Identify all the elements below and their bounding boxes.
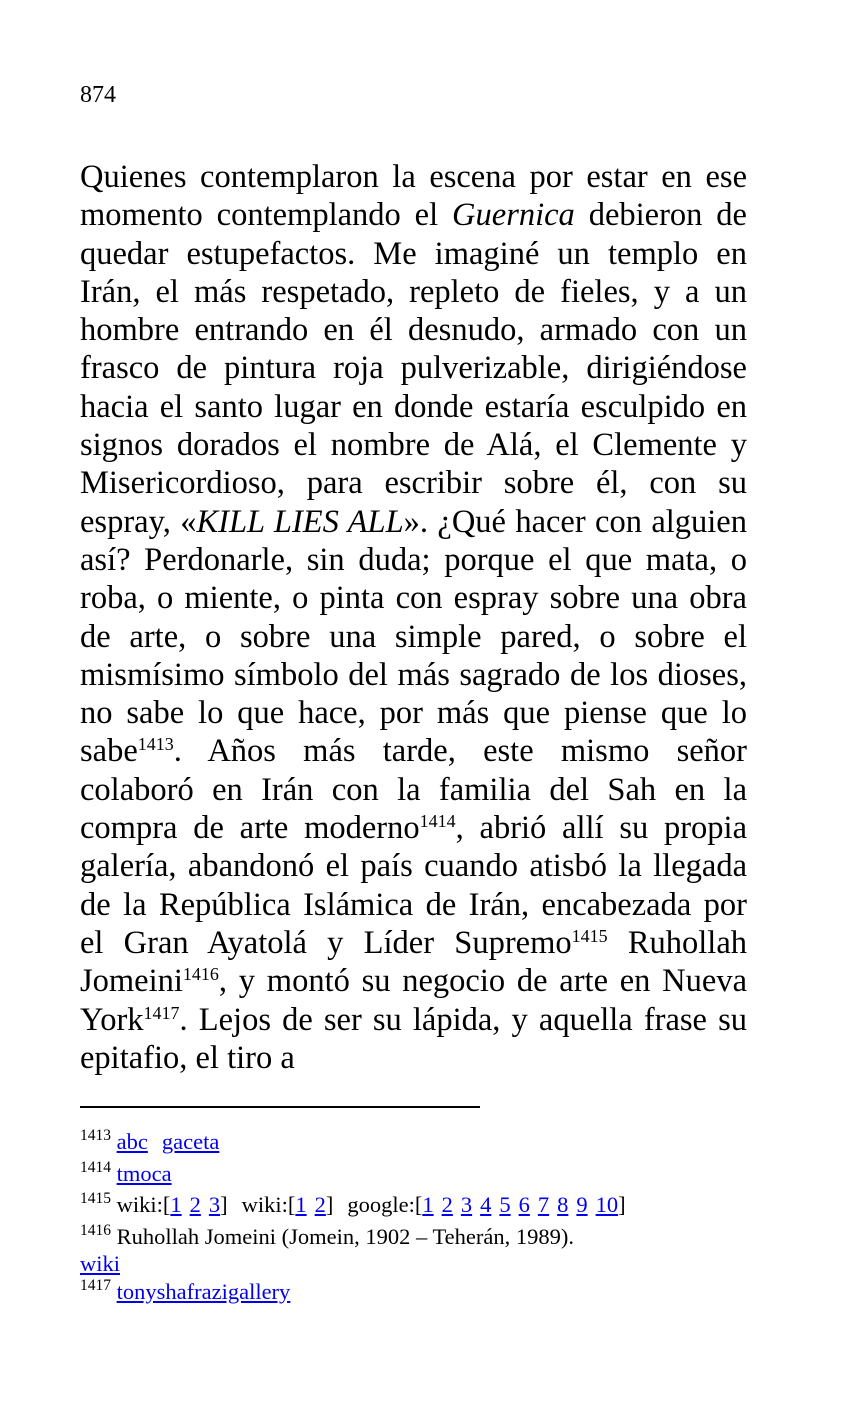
footnote-1415 [80,1189,760,1221]
footnotes-section [80,1126,760,1307]
footnote-ref-1417: 1417 [143,1002,180,1023]
link-wiki[interactable]: wiki [80,1251,121,1276]
google-link-7[interactable]: 7 [537,1192,550,1217]
body-text-3: ». ¿Qué hacer con alguien así? Perdonarle, sin duda; porque el que mata, o roba, o miente, o pinta con espray sobre una obra de arte, o sobre una simple pared, o sobre el mismísimo símbolo del más sagrado de los dioses, no sabe lo que hace, por más que piense que lo sabe [80,503,747,770]
link-tonyshafrazigallery[interactable]: tonyshafrazigallery [116,1278,291,1304]
body-text-6: Ruhollah Jomeini [80,924,747,1000]
artwork-title-guernica: Guernica [452,197,575,234]
footnote-1413 [80,1126,760,1158]
footnote-number: 1413 [80,1127,111,1144]
wiki-link-1[interactable]: 1 [170,1192,182,1217]
footnote-ref-1415: 1415 [571,925,608,946]
link-gaceta[interactable]: gaceta [161,1129,220,1154]
footnote-ref-1414: 1414 [419,811,456,832]
google-link-6[interactable]: 6 [518,1192,530,1217]
wiki-label: wiki:[ [116,1192,171,1217]
wiki-label: wiki:[ [241,1192,296,1217]
page-number: 874 [80,82,116,108]
bracket-close: ] [618,1192,626,1217]
google-link-8[interactable]: 8 [557,1192,569,1217]
wiki-link-2[interactable]: 2 [314,1192,326,1217]
bracket-close: ] [220,1192,228,1217]
google-label: google:[ [347,1192,423,1217]
body-text-2: debieron de quedar estupefactos. Me imaginé un templo en Irán, el más respetado, repleto de fieles, y a un hombre entrando en él desnudo, armado con un frasco de pintura roja pulverizable, dirigiéndose hacia el santo lugar en donde estaría esculpido en signos dorados el nombre de Alá, el Clemente y Misericordioso, para escribir sobre él, con su espray, « [80,197,747,540]
footnote-number: 1414 [80,1158,111,1176]
footnote-1414 [80,1158,760,1190]
wiki-link-2[interactable]: 2 [189,1192,201,1217]
link-abc[interactable]: abc [116,1129,148,1154]
footnote-ref-1413: 1413 [137,734,174,755]
graffiti-phrase: KILL LIES ALL [196,503,404,540]
google-link-10[interactable]: 10 [595,1192,619,1217]
google-link-2[interactable]: 2 [441,1192,453,1217]
body-text-4: . Años más tarde, este mismo señor colaboró en Irán con la familia del Sah en la compra de arte moderno [80,733,747,847]
body-text-7: , y montó su negocio de arte en Nueva York [80,963,747,1038]
wiki-link-1[interactable]: 1 [295,1192,307,1217]
google-link-1[interactable]: 1 [422,1192,434,1217]
google-link-9[interactable]: 9 [576,1192,588,1217]
wiki-link-3[interactable]: 3 [208,1192,221,1217]
body-text-1: Quienes contemplaron la escena por estar en ese momento contemplando el [80,159,747,234]
footnote-ref-1416: 1416 [182,964,219,985]
bracket-close: ] [325,1192,334,1217]
footnote-1417 [80,1276,760,1308]
google-link-3[interactable]: 3 [460,1192,473,1217]
footnote-separator [80,1106,480,1108]
body-text-5: , abrió allí su propia galería, abandonó el país cuando atisbó la llegada de la República Islámica de Irán, encabezada por el Gran Ayatolá y Líder Supremo [80,810,748,961]
footnote-text: Ruhollah Jomeini (Jomein, 1902 – Teherán, 1989). [116,1223,574,1249]
google-link-4[interactable]: 4 [480,1192,492,1217]
footnote-number: 1415 [80,1190,111,1207]
footnote-number: 1417 [80,1276,111,1294]
footnote-number: 1416 [80,1221,111,1239]
link-tmoca[interactable]: tmoca [116,1160,172,1186]
body-text-8: . Lejos de ser su lápida, y aquella frase su epitafio, el tiro a [80,1001,747,1076]
body-paragraph [80,158,747,1077]
google-link-5[interactable]: 5 [499,1192,511,1217]
